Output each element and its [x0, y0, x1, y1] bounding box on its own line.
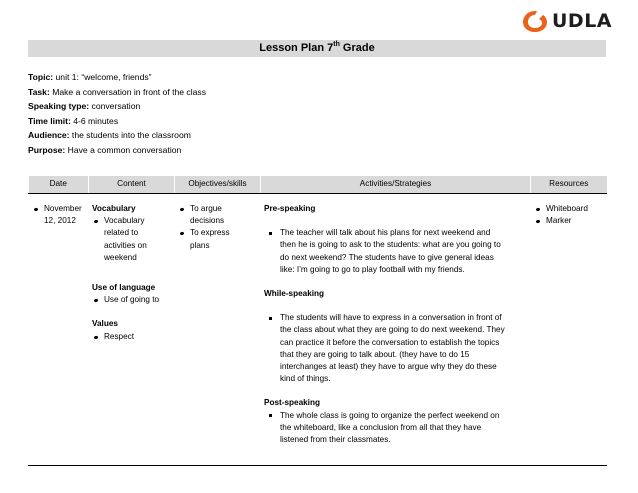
header-activities: Activities/Strategies	[261, 176, 531, 194]
resource-item: Marker	[534, 215, 604, 227]
title-main: Lesson Plan 7	[259, 42, 334, 54]
header-content: Content	[89, 176, 175, 194]
info-topic: Topic: unit 1: “welcome, friends”	[28, 72, 152, 82]
table-header-row	[29, 176, 607, 194]
cell-resources	[531, 194, 607, 466]
date-item: November 12, 2012	[32, 203, 85, 227]
info-purpose: Purpose: Have a common conversation	[28, 144, 182, 155]
objective-item: To express plans	[178, 227, 257, 251]
vocabulary-heading: Vocabulary	[92, 204, 136, 213]
lesson-plan-table	[28, 176, 607, 466]
post-speaking-item: The whole class is going to organize the perfect weekend on the whiteboard, like a conclusion from all that they have listened from their classmates.	[266, 410, 527, 447]
info-task: Task: Make a conversation in front of the class	[28, 86, 207, 97]
vocabulary-item: Vocabulary related to activities on weekend	[92, 215, 171, 264]
cell-activities	[261, 194, 531, 466]
title-tail: Grade	[339, 42, 375, 54]
header-date: Date	[29, 176, 89, 194]
values-heading: Values	[92, 319, 118, 329]
info-audience: Audience: the students into the classroom	[28, 130, 191, 141]
use-of-language-heading: Use of language	[92, 283, 156, 293]
title-superscript: th	[333, 41, 340, 48]
header-resources: Resources	[531, 176, 607, 194]
objective-item: To argue decisions	[178, 203, 257, 227]
udla-logo-icon	[522, 9, 548, 33]
values-item: Respect	[92, 331, 171, 343]
cell-objectives	[175, 194, 261, 466]
header-objectives: Objectives/skills	[175, 176, 261, 194]
cell-content	[89, 194, 175, 466]
info-speaking-type: Speaking type: conversation	[28, 101, 141, 112]
info-time-limit: Time limit: 4-6 minutes	[28, 115, 119, 126]
lesson-info	[28, 70, 206, 158]
logo-text: UDLA	[552, 10, 613, 32]
page-title	[28, 40, 606, 57]
use-of-language-item: Use of going to	[92, 294, 171, 306]
udla-logo	[522, 8, 630, 34]
table-row	[29, 194, 607, 466]
while-speaking-item: The students will have to express in a conversation in front of the class about what they are going to do next weekend. They can practice it before the conversation to establish the topics that they are going to talk about. (they have to do 15 interchanges at least) they have to argue why they do these kind of things.	[266, 312, 527, 385]
pre-speaking-item: The teacher will talk about his plans for next weekend and then he is going to ask to the students: what are you going to do next weekend? The students have to give general ideas like: I’m going to go to play football with my friends.	[266, 227, 527, 276]
cell-date	[29, 194, 89, 466]
resource-item: Whiteboard	[534, 203, 604, 215]
pre-speaking-heading: Pre-speaking	[264, 204, 316, 213]
while-speaking-heading: While-speaking	[264, 289, 325, 299]
post-speaking-heading: Post-speaking	[264, 398, 320, 408]
